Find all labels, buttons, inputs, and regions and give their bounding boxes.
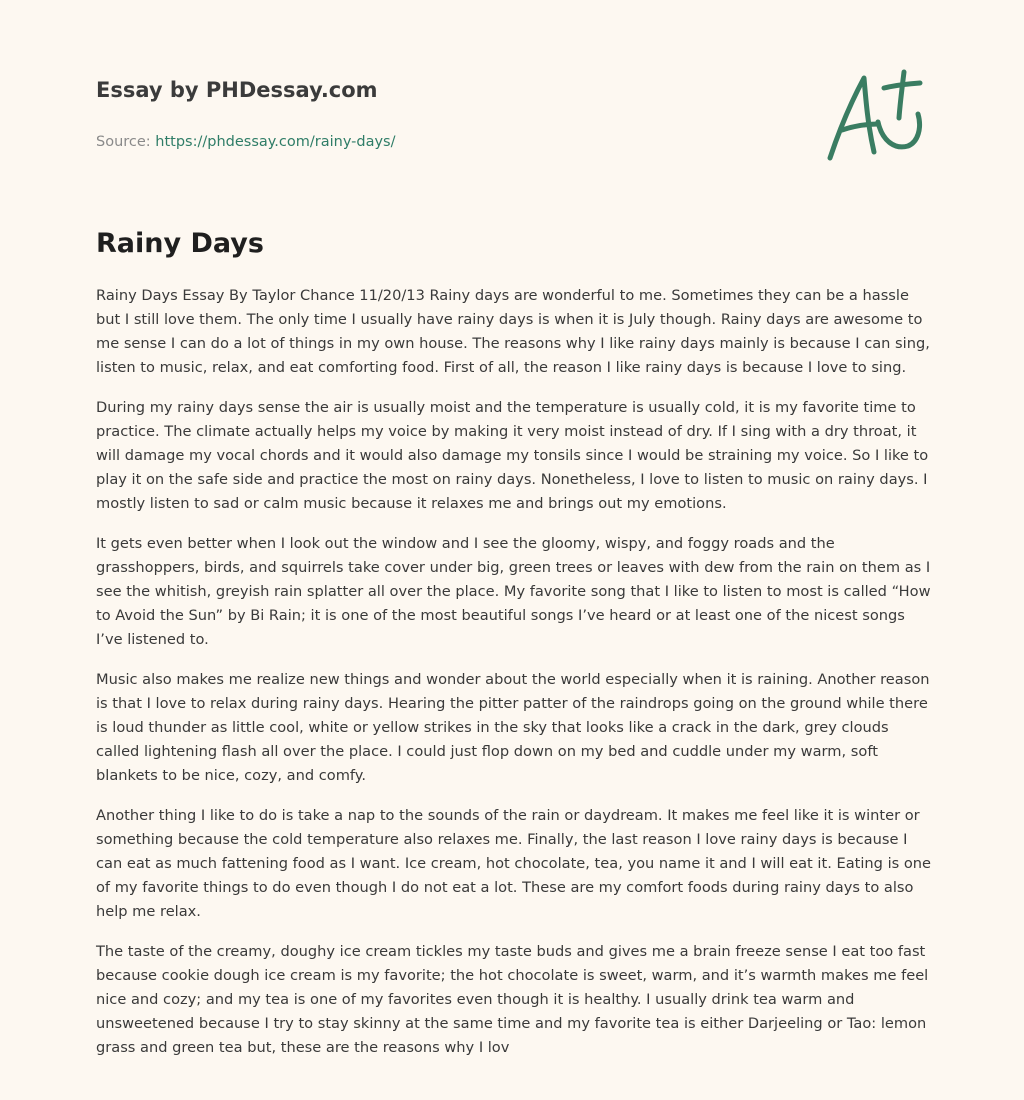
essay-body <box>96 284 932 1076</box>
essay-paragraph: It gets even better when I look out the window and I see the gloomy, wispy, and foggy roads and the grasshoppers, birds, and squirrels take cover under big, green trees or leaves with dew from the rain on them as I see the whitish, greyish rain splatter all over the place. My favorite song that I like to listen to most is called “How to Avoid the Sun” by Bi Rain; it is one of the most beautiful songs I’ve heard or at least one of the nicest songs I’ve listened to. <box>96 535 931 648</box>
source-label: Source: <box>96 134 151 150</box>
source-link[interactable]: https://phdessay.com/rainy-days/ <box>155 134 396 150</box>
source-line <box>96 132 716 152</box>
essay-paragraph: Music also makes me realize new things and wonder about the world especially when it is raining. Another reason is that I love to relax during rainy days. Hearing the pitter patter of the raindrops going on the ground while there is loud thunder as little cool, white or yellow strikes in the sky that looks like a crack in the dark, grey clouds called lightening flash all over the place. I could just flop down on my bed and cuddle under my warm, soft blankets to be nice, cozy, and comfy. <box>96 671 930 784</box>
essay-paragraph: The taste of the creamy, doughy ice cream tickles my taste buds and gives me a brain freeze sense I eat too fast because cookie dough ice cream is my favorite; the hot chocolate is sweet, warm, and it’s warmth makes me feel nice and cozy; and my tea is one of my favorites even though it is healthy. I usually drink tea warm and unsweetened because I try to stay skinny at the same time and my favorite tea is either Darjeeling or Tao: lemon grass and green tea but, these are the reasons why I lov <box>96 943 929 1056</box>
essay-paragraph: Another thing I like to do is take a nap to the sounds of the rain or daydream. It makes me feel like it is winter or something because the cold temperature also relaxes me. Finally, the last reason I love rainy days is because I can eat as much fattening food as I want. Ice cream, hot chocolate, tea, you name it and I will eat it. Eating is one of my favorite things to do even though I do not eat a lot. These are my comfort foods during rainy days to also help me relax. <box>96 807 932 920</box>
essay-title: Rainy Days <box>96 228 264 259</box>
essay-paragraph: During my rainy days sense the air is usually moist and the temperature is usually cold, it is my favorite time to practice. The climate actually helps my voice by making it very moist instead of dry. If I sing with a dry throat, it will damage my vocal chords and it would also damage my tonsils since I would be straining my voice. So I like to play it on the safe side and practice the most on rainy days. Nonetheless, I love to listen to music on rainy days. I mostly listen to sad or calm music because it relaxes me and brings out my emotions. <box>96 399 929 512</box>
a-plus-icon <box>820 66 930 166</box>
brand-title: Essay by PHDessay.com <box>96 78 378 102</box>
essay-paragraph: Rainy Days Essay By Taylor Chance 11/20/13 Rainy days are wonderful to me. Sometimes they can be a hassle but I still love them. The only time I usually have rainy days is when it is July though. Rainy days are awesome to me sense I can do a lot of things in my own house. The reasons why I like rainy days mainly is because I can sing, listen to music, relax, and eat comforting food. First of all, the reason I like rainy days is because I love to sing. <box>96 287 930 376</box>
a-plus-logo <box>820 66 930 166</box>
essay-header <box>96 76 716 152</box>
